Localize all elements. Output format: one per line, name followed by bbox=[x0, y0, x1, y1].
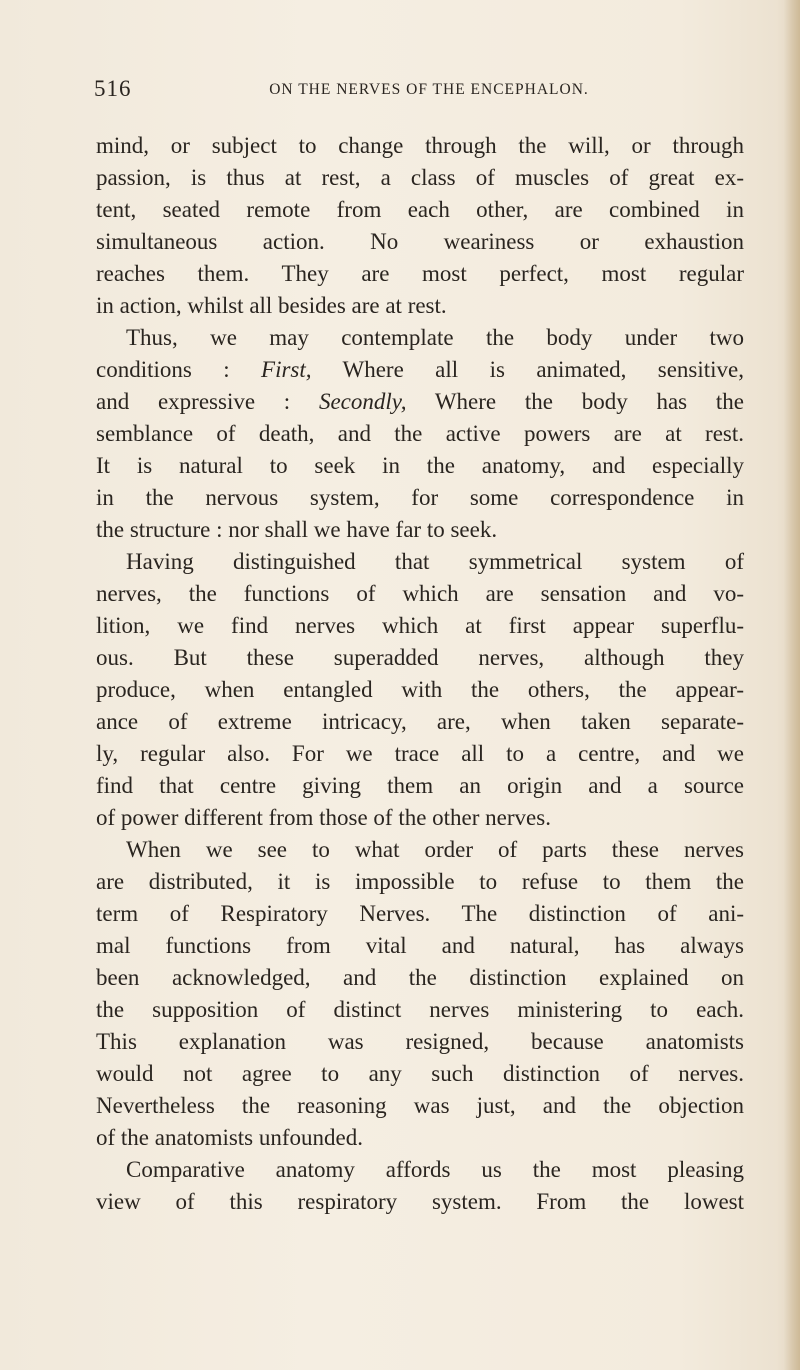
text-line-11: It is natural to seek in the anatomy, and especially bbox=[96, 453, 744, 478]
running-title: ON THE NERVES OF THE ENCEPHALON. bbox=[269, 81, 589, 98]
text-line-22: of power different from those of the other nerves. bbox=[96, 805, 551, 830]
page-header bbox=[94, 76, 724, 106]
text-line-14: Having distinguished that symmetrical system of bbox=[126, 549, 744, 574]
text-line-28: the supposition of distinct nerves ministering to each. bbox=[96, 997, 744, 1022]
text-line-26: mal functions from vital and natural, has always bbox=[96, 933, 744, 958]
text-line-31: Nevertheless the reasoning was just, and the objection bbox=[96, 1093, 744, 1118]
italic-term-first: First, bbox=[261, 357, 312, 382]
text-line-32: of the anatomists unfounded. bbox=[96, 1125, 364, 1150]
text-line-21: find that centre giving them an origin and a source bbox=[96, 773, 744, 798]
text-line-30: would not agree to any such distinction of nerves. bbox=[96, 1061, 744, 1086]
text-line-17: ous. But these superadded nerves, although they bbox=[96, 645, 744, 670]
text-line-7: Thus, we may contemplate the body under two bbox=[126, 325, 744, 350]
text-run: Where the body has the bbox=[406, 389, 744, 414]
text-run: and expressive : bbox=[96, 389, 319, 414]
body-text bbox=[96, 130, 744, 1218]
text-line-5: reaches them. They are most perfect, most regular bbox=[96, 261, 744, 286]
text-line-19: ance of extreme intricacy, are, when taken separate- bbox=[96, 709, 744, 734]
italic-term-secondly: Secondly, bbox=[318, 389, 407, 414]
text-line-29: This explanation was resigned, because anatomists bbox=[96, 1029, 744, 1054]
text-line-10: semblance of death, and the active powers are at rest. bbox=[96, 421, 744, 446]
text-line-16: lition, we find nerves which at first appear superflu- bbox=[96, 613, 744, 638]
text-line-20: ly, regular also. For we trace all to a centre, and we bbox=[96, 741, 744, 766]
text-run: conditions : bbox=[96, 357, 262, 382]
text-line-9 bbox=[96, 386, 744, 418]
text-line-13: the structure : nor shall we have far to seek. bbox=[96, 517, 498, 542]
text-run: Where all is animated, sensitive, bbox=[311, 357, 744, 382]
text-line-18: produce, when entangled with the others, the appear- bbox=[96, 677, 744, 702]
text-line-27: been acknowledged, and the distinction explained on bbox=[96, 965, 744, 990]
text-line-3: tent, seated remote from each other, are combined in bbox=[96, 197, 744, 222]
text-line-25: term of Respiratory Nerves. The distinction of ani- bbox=[96, 901, 744, 926]
text-line-12: in the nervous system, for some correspondence in bbox=[96, 485, 744, 510]
text-line-1: mind, or subject to change through the will, or through bbox=[96, 133, 744, 158]
text-line-15: nerves, the functions of which are sensation and vo- bbox=[96, 581, 744, 606]
page-number: 516 bbox=[94, 76, 132, 101]
text-line-24: are distributed, it is impossible to refuse to them the bbox=[96, 869, 744, 894]
text-line-6: in action, whilst all besides are at rest. bbox=[96, 293, 447, 318]
page-edge bbox=[784, 0, 800, 1370]
text-line-8 bbox=[96, 354, 744, 386]
text-line-33: Comparative anatomy affords us the most pleasing bbox=[126, 1157, 744, 1182]
text-line-34: view of this respiratory system. From the lowest bbox=[96, 1189, 744, 1214]
text-line-23: When we see to what order of parts these nerves bbox=[126, 837, 744, 862]
text-line-2: passion, is thus at rest, a class of muscles of great ex- bbox=[96, 165, 744, 190]
text-line-4: simultaneous action. No weariness or exhaustion bbox=[96, 229, 744, 254]
